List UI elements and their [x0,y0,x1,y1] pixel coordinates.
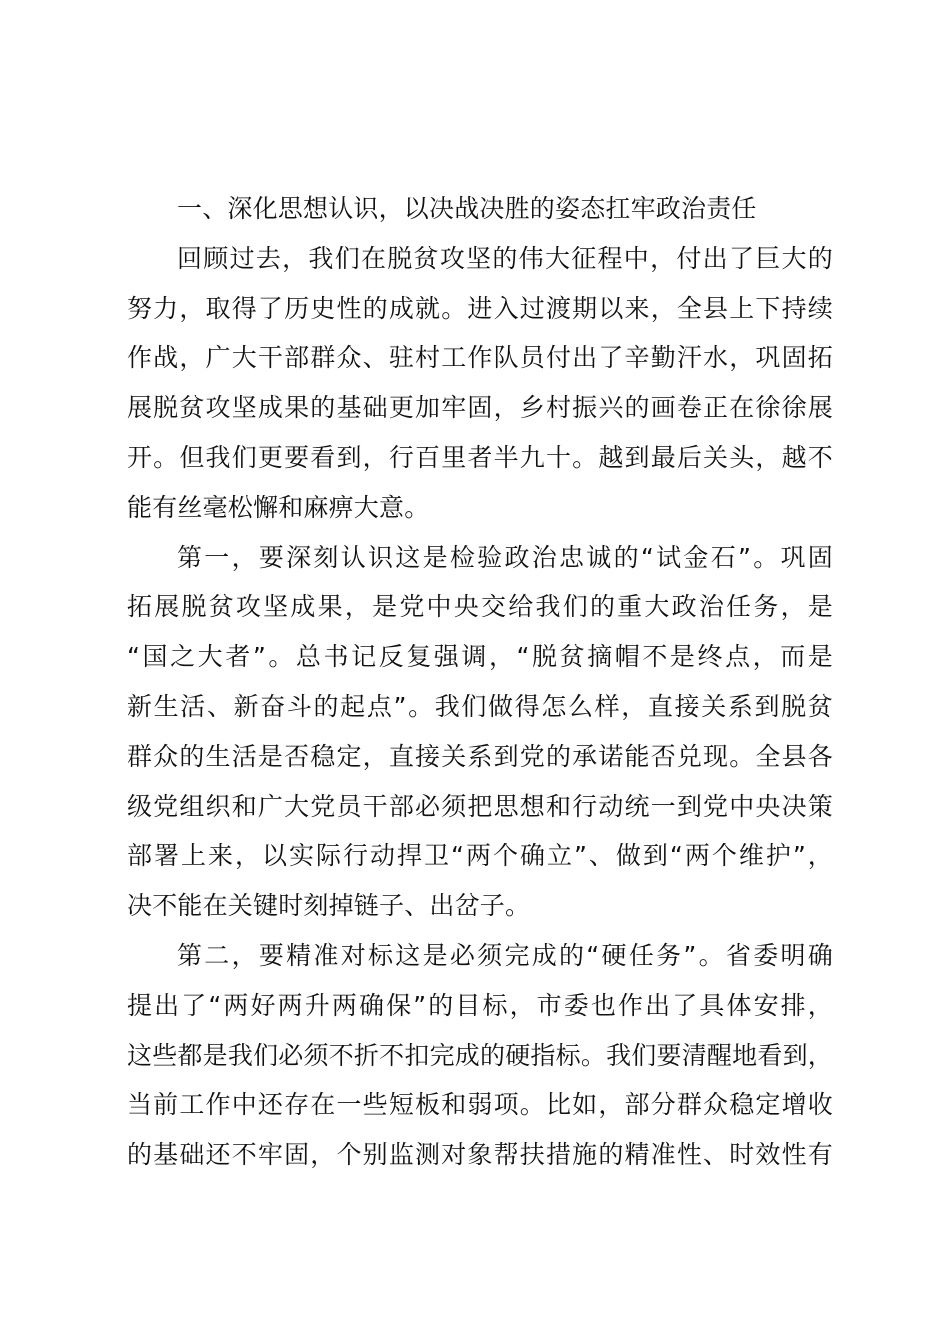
text-line: 能有丝毫松懈和麻痹大意。 [127,492,430,522]
text-line: 的基础还不牢固，个别监测对象帮扶措施的精准性、时效性有 [127,1140,833,1170]
text-line: 回顾过去，我们在脱贫攻坚的伟大征程中，付出了巨大的 [177,243,833,273]
paragraph-review [127,234,833,533]
paragraph-first-point [127,533,833,931]
text-line: 作战，广大干部群众、驻村工作队员付出了辛勤汗水，巩固拓 [127,343,833,373]
text-line: 新生活、新奋斗的起点”。我们做得怎么样，直接关系到脱贫 [127,691,833,721]
text-line: 当前工作中还存在一些短板和弱项。比如，部分群众稳定增收 [127,1090,833,1120]
document-body [127,184,833,1180]
text-line: 部署上来，以实际行动捍卫“两个确立”、做到“两个维护”， [127,841,833,871]
text-line: 提出了“两好两升两确保”的目标，市委也作出了具体安排， [127,990,833,1020]
text-line: 努力，取得了历史性的成就。进入过渡期以来，全县上下持续 [127,293,833,323]
text-line: 第二，要精准对标这是必须完成的“硬任务”。省委明确 [177,940,833,970]
text-line: 第一，要深刻认识这是检验政治忠诚的“试金石”。巩固 [177,542,833,572]
text-line: 这些都是我们必须不折不扣完成的硬指标。我们要清醒地看到， [127,1040,833,1070]
text-line: 展脱贫攻坚成果的基础更加牢固，乡村振兴的画卷正在徐徐展 [127,393,833,423]
section-heading: 一、深化思想认识，以决战决胜的姿态扛牢政治责任 [177,194,757,223]
text-line: 拓展脱贫攻坚成果，是党中央交给我们的重大政治任务，是 [127,592,833,622]
text-line: 群众的生活是否稳定，直接关系到党的承诺能否兑现。全县各 [127,741,833,771]
text-line: “国之大者”。总书记反复强调，“脱贫摘帽不是终点，而是 [127,642,833,672]
text-line: 开。但我们更要看到，行百里者半九十。越到最后关头，越不 [127,442,833,472]
text-line: 决不能在关键时刻掉链子、出岔子。 [127,891,531,921]
text-line: 级党组织和广大党员干部必须把思想和行动统一到党中央决策 [127,791,833,821]
paragraph-second-point [127,931,833,1180]
